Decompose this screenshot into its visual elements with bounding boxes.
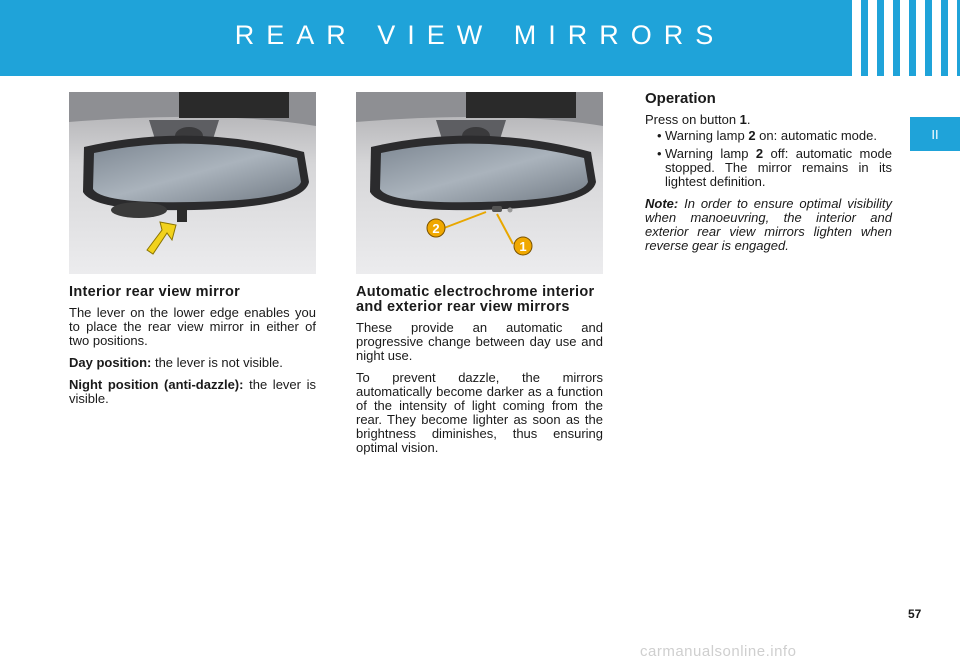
night-position: Night position (anti-dazzle): the lever is visible.: [69, 377, 316, 406]
page-number: 57: [908, 607, 922, 621]
automatic-para-2: To prevent dazzle, the mirrors automatically become darker as a function of the intensity of light coming from the rear. They become lighter as soon as the brightness diminishes, thus ensuring optimal vision.: [356, 370, 603, 455]
watermark: carmanualsonline.info: [640, 643, 797, 660]
day-position: Day position: the lever is not visible.: [69, 355, 283, 370]
automatic-para-1: These provide an automatic and progressive change between day use and night use.: [356, 320, 603, 363]
page-title: REAR VIEW MIRRORS: [234, 20, 726, 50]
header-stripes: [850, 0, 960, 76]
bullet-lamp-off: • Warning lamp 2 off: automatic mode stopped. The mirror remains in its lightest definition.: [645, 147, 892, 189]
operation-note: Note: In order to ensure optimal visibility when manoeuvring, the interior and exterior rear view mirrors lighten when reverse gear is engaged.: [645, 196, 892, 253]
automatic-mirror-heading: Automatic electrochrome interior and exterior rear view mirrors: [356, 284, 595, 315]
automatic-mirror-photo: [356, 92, 603, 274]
bullet-lamp-on: • Warning lamp 2 on: automatic mode.: [645, 129, 892, 143]
interior-mirror-heading: Interior rear view mirror: [69, 284, 241, 300]
interior-mirror-section: [69, 285, 316, 414]
page-header: [0, 0, 960, 76]
operation-bullets: [645, 129, 892, 189]
callout-lamp-label: 2: [432, 221, 440, 236]
operation-heading: Operation: [645, 90, 716, 107]
operation-press: Press on button 1.: [645, 112, 751, 127]
interior-intro: The lever on the lower edge enables you to place the rear view mirror in either of two positions.: [69, 305, 316, 348]
section-tab[interactable]: II: [910, 117, 960, 151]
interior-mirror-photo: [69, 92, 316, 274]
callout-button-label: 1: [519, 239, 527, 254]
automatic-mirror-section: [356, 285, 603, 463]
operation-section: [645, 91, 892, 261]
